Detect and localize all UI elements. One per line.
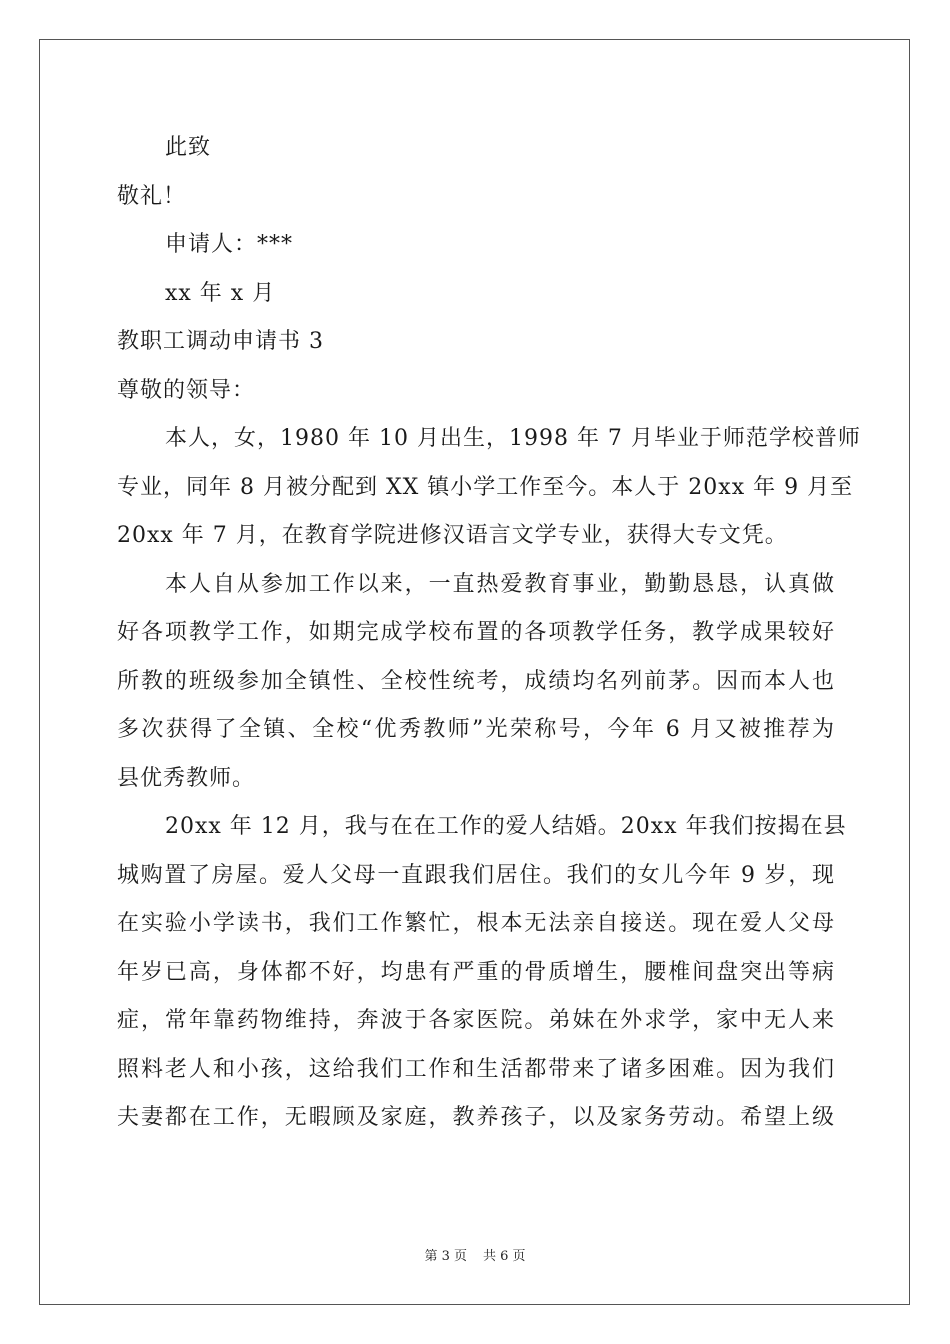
paragraph-line: 好各项教学工作，如期完成学校布置的各项教学任务，教学成果较好 [117, 620, 835, 645]
paragraph-line: 城购置了房屋。爱人父母一直跟我们居住。我们的女儿今年 9 岁，现 [117, 862, 835, 888]
letter-date: xx 年 x 月 [165, 280, 276, 306]
paragraph-line: 20xx 年 7 月，在教育学院进修汉语言文学专业，获得大专文凭。 [117, 523, 788, 548]
applicant-signature: 申请人：*** [165, 232, 294, 257]
paragraph-line: 年岁已高，身体都不好，均患有严重的骨质增生，腰椎间盘突出等病 [117, 959, 835, 985]
closing-respect: 敬礼！ [117, 183, 187, 209]
document-title: 教职工调动申请书 3 [117, 329, 324, 354]
paragraph-line: 专业，同年 8 月被分配到 XX 镇小学工作至今。本人于 20xx 年 9 月至 [117, 474, 854, 500]
paragraph-line: 县优秀教师。 [117, 765, 256, 791]
paragraph-line: 本人自从参加工作以来，一直热爱教育事业，勤勤恳恳，认真做 [165, 571, 835, 597]
paragraph-line: 在实验小学读书，我们工作繁忙，根本无法亲自接送。现在爱人父母 [117, 911, 835, 936]
page-footer [0, 1245, 950, 1264]
paragraph-line: 所教的班级参加全镇性、全校性统考，成绩均名列前茅。因而本人也 [117, 668, 835, 694]
paragraph-3 [117, 803, 847, 1143]
paragraph-line: 多次获得了全镇、全校“优秀教师”光荣称号，今年 6 月又被推荐为 [117, 717, 835, 742]
page-total: 共 6 页 [483, 1249, 526, 1264]
document-body [117, 124, 861, 1143]
paragraph-line: 夫妻都在工作，无暇顾及家庭，教养孩子，以及家务劳动。希望上级 [117, 1105, 835, 1130]
greeting: 尊敬的领导： [117, 377, 256, 403]
paragraph-line: 症，常年靠药物维持，奔波于各家医院。弟妹在外求学，家中无人来 [117, 1008, 835, 1033]
paragraph-line: 照料老人和小孩，这给我们工作和生活都带来了诸多困难。因为我们 [117, 1056, 835, 1082]
paragraph-line: 20xx 年 12 月，我与在在工作的爱人结婚。20xx 年我们按揭在县 [165, 814, 847, 839]
paragraph-1 [117, 415, 861, 561]
page-number: 第 3 页 [424, 1249, 467, 1264]
paragraph-2 [117, 561, 835, 804]
closing-salutation: 此致 [165, 135, 212, 160]
paragraph-line: 本人，女，1980 年 10 月出生，1998 年 7 月毕业于师范学校普师 [165, 426, 861, 451]
